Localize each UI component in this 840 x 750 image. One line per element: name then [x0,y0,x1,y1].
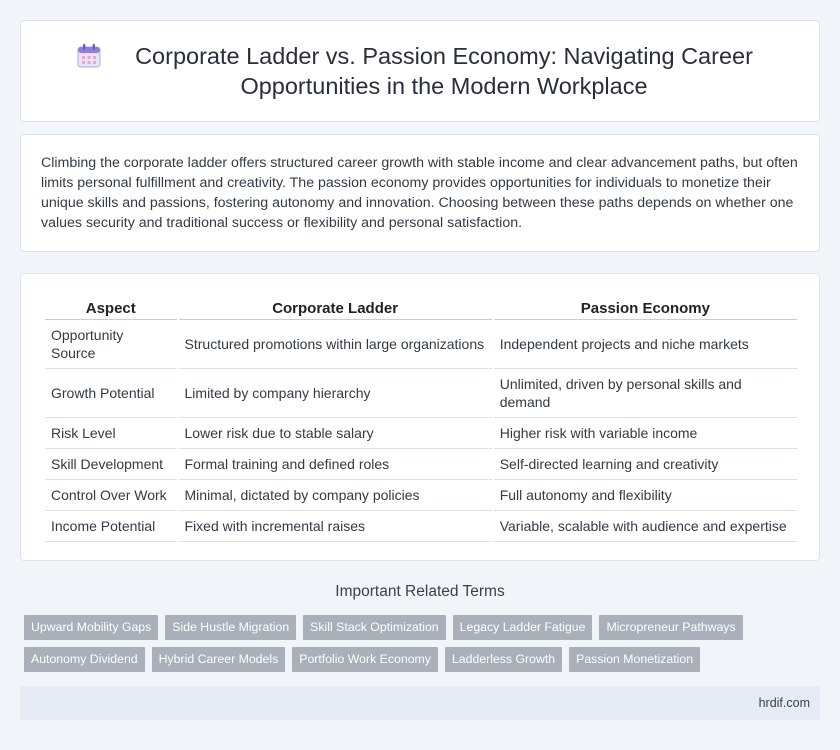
calendar-icon [76,43,102,69]
intro-paragraph: Climbing the corporate ladder offers structured career growth with stable income and clear advancement paths, but often limits personal fulfillment and creativity. The passion economy provides opportunities for individuals to monetize their unique skills and passions, fostering autonomy and innovation. Choosing between these paths depends on whether one values security and traditional success or flexibility and personal satisfaction. [41,155,798,231]
table-cell-passion: Independent projects and niche markets [494,320,797,369]
tag-link[interactable]: Upward Mobility Gaps [24,615,158,640]
table-row [45,480,797,511]
table-cell-aspect: Opportunity Source [45,320,177,369]
header-passion-economy: Passion Economy [494,294,797,320]
table-header-row [45,294,797,320]
tag-row [24,615,824,640]
tag-link[interactable]: Micropreneur Pathways [599,615,742,640]
comparison-table [43,294,799,542]
footer-site-link[interactable]: hrdif.com [758,696,810,710]
table-cell-corporate: Structured promotions within large organizations [179,320,492,369]
header-corporate-ladder: Corporate Ladder [179,294,492,320]
footer [20,686,820,720]
tag-link[interactable]: Skill Stack Optimization [303,615,445,640]
table-row [45,449,797,480]
title-card [20,20,820,122]
related-terms-tags [24,615,824,679]
table-cell-passion: Variable, scalable with audience and expertise [494,511,797,542]
table-cell-corporate: Minimal, dictated by company policies [179,480,492,511]
related-terms-title: Important Related Terms [335,583,505,600]
table-cell-aspect: Income Potential [45,511,177,542]
table-cell-aspect: Growth Potential [45,369,177,418]
table-row [45,511,797,542]
table-cell-aspect: Control Over Work [45,480,177,511]
header-aspect: Aspect [45,294,177,320]
tag-link[interactable]: Hybrid Career Models [152,647,286,672]
table-cell-passion: Full autonomy and flexibility [494,480,797,511]
table-row [45,369,797,418]
table-cell-corporate: Limited by company hierarchy [179,369,492,418]
table-cell-passion: Self-directed learning and creativity [494,449,797,480]
tag-link[interactable]: Portfolio Work Economy [292,647,438,672]
table-row [45,418,797,449]
table-cell-passion: Unlimited, driven by personal skills and demand [494,369,797,418]
tag-link[interactable]: Autonomy Dividend [24,647,145,672]
comparison-table-card [20,273,820,561]
intro-card [20,134,820,252]
tag-link[interactable]: Side Hustle Migration [165,615,296,640]
table-row [45,320,797,369]
table-cell-aspect: Risk Level [45,418,177,449]
tag-row [24,647,824,672]
tag-link[interactable]: Ladderless Growth [445,647,562,672]
tag-link[interactable]: Passion Monetization [569,647,700,672]
table-cell-corporate: Fixed with incremental raises [179,511,492,542]
table-cell-corporate: Formal training and defined roles [179,449,492,480]
table-cell-corporate: Lower risk due to stable salary [179,418,492,449]
table-cell-aspect: Skill Development [45,449,177,480]
table-cell-passion: Higher risk with variable income [494,418,797,449]
page-title: Corporate Ladder vs. Passion Economy: Navigating Career Opportunities in the Modern Workplace [135,43,753,99]
tag-link[interactable]: Legacy Ladder Fatigue [453,615,593,640]
